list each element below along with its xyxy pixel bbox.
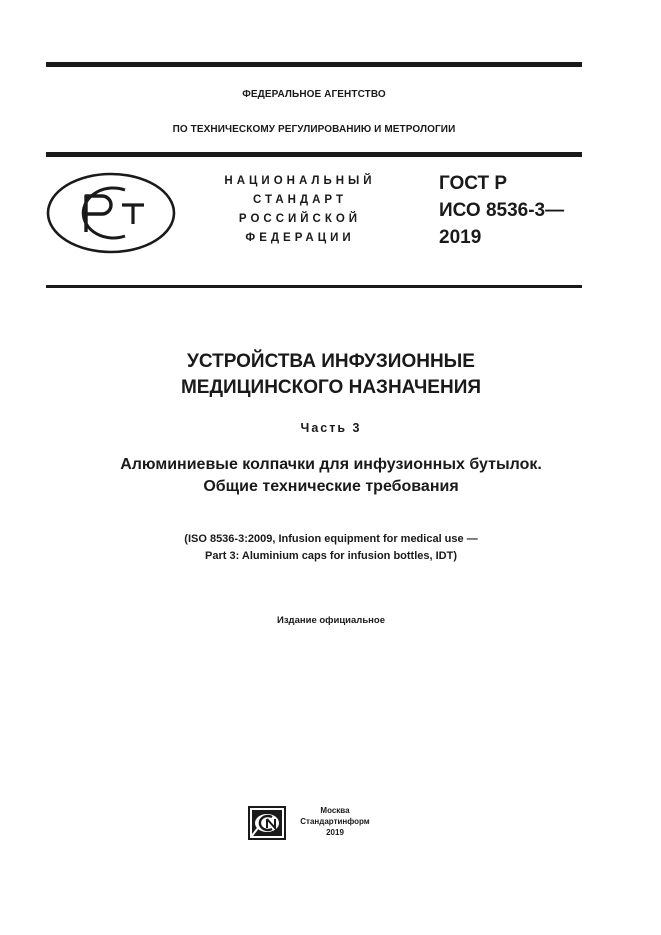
- designation-line: 2019: [439, 227, 482, 248]
- agency-line-1: ФЕДЕРАЛЬНОЕ АГЕНТСТВО: [242, 89, 386, 100]
- designation-line: ИСО 8536-3—: [439, 200, 565, 221]
- iso-line: Part 3: Aluminium caps for infusion bottles, IDT): [205, 550, 457, 562]
- document-title: [46, 349, 616, 401]
- designation-line: ГОСТ Р: [439, 173, 508, 194]
- iso-line: (ISO 8536-3:2009, Infusion equipment for medical use —: [184, 533, 478, 545]
- national-line: НАЦИОНАЛЬНЫЙ: [224, 175, 376, 187]
- standard-designation: [439, 170, 564, 251]
- part-label: Часть 3: [300, 421, 362, 435]
- document-subtitle: [46, 454, 616, 498]
- subtitle-line: Алюминиевые колпачки для инфузионных бутылок.: [120, 456, 542, 473]
- national-line: СТАНДАРТ: [253, 194, 347, 206]
- national-standard-label: [210, 172, 390, 248]
- national-line: РОССИЙСКОЙ: [238, 213, 362, 225]
- title-line: УСТРОЙСТВА ИНФУЗИОННЫЕ: [187, 351, 475, 372]
- rst-emblem-icon: [46, 172, 176, 254]
- middle-rule: [46, 152, 582, 157]
- publisher-city: Москва: [320, 806, 350, 815]
- publisher-logo-icon: [248, 806, 286, 840]
- publisher-name: Стандартинформ: [300, 817, 370, 826]
- agency-line-2: ПО ТЕХНИЧЕСКОМУ РЕГУЛИРОВАНИЮ И МЕТРОЛОГИИ: [172, 124, 456, 135]
- bottom-rule: [46, 285, 582, 288]
- edition-label: Издание официальное: [277, 615, 385, 626]
- title-line: МЕДИЦИНСКОГО НАЗНАЧЕНИЯ: [180, 377, 482, 398]
- national-line: ФЕДЕРАЦИИ: [245, 232, 355, 244]
- top-rule: [46, 62, 582, 67]
- publisher-year: 2019: [326, 828, 344, 837]
- iso-reference: [46, 531, 616, 565]
- publisher-info: [290, 805, 380, 838]
- subtitle-line: Общие технические требования: [203, 478, 459, 495]
